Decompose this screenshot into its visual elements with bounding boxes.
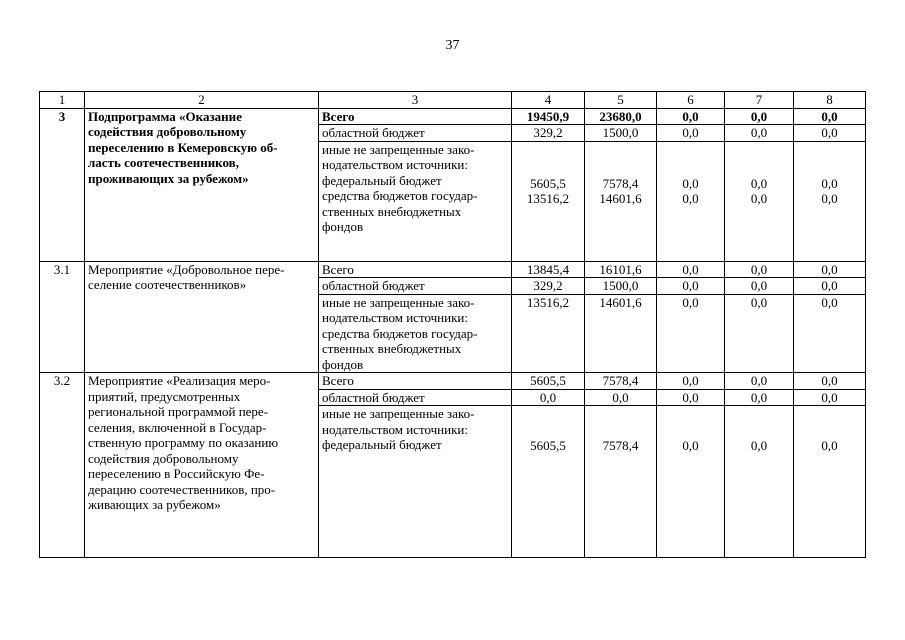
name-line: ласть соотечественников, (88, 155, 239, 170)
name-line: Мероприятие «Добровольное пере- (88, 261, 285, 277)
value-cell: 19450,9 (512, 108, 585, 125)
value-cell: 5605,5 (512, 373, 585, 390)
value-cell: 5605,5 (512, 406, 585, 558)
federal-value: 5605,5 (530, 175, 566, 191)
value-cell: 14601,6 (585, 294, 657, 373)
program-name (85, 261, 319, 373)
value-cell: 0,0 (512, 389, 585, 406)
value-cell: 0,0 (725, 373, 794, 390)
name-line: селения, включенной в Государ- (88, 419, 267, 435)
value-cell: 329,2 (512, 278, 585, 295)
source-other (319, 141, 512, 261)
source-line: средства бюджетов государ- (322, 188, 478, 203)
column-header: 1 (40, 92, 85, 109)
source-line: средства бюджетов государ- (322, 325, 478, 341)
value-cell: 329,2 (512, 125, 585, 142)
source-regional: областной бюджет (319, 125, 512, 142)
funds-value: 0,0 (682, 191, 699, 206)
name-line: Мероприятие «Реализация меро- (88, 373, 271, 388)
value-cell: 0,0 (657, 108, 725, 125)
value-cell: 0,0 (794, 261, 866, 278)
value-cell: 0,0 (725, 261, 794, 278)
value-cell: 0,0 (657, 389, 725, 406)
name-line: приятий, предусмотренных (88, 388, 241, 404)
value-cell: 23680,0 (585, 108, 657, 125)
value-cell: 0,0 (585, 389, 657, 406)
funds-value: 0,0 (821, 191, 838, 206)
source-regional: областной бюджет (319, 278, 512, 295)
value-cell: 0,0 (657, 373, 725, 390)
value-cell (585, 141, 657, 261)
name-line: переселению в Российскую Фе- (88, 466, 265, 481)
source-regional: областной бюджет (319, 389, 512, 406)
value-cell: 0,0 (725, 389, 794, 406)
value-cell: 0,0 (725, 406, 794, 558)
row-number: 3 (40, 108, 85, 261)
funds-value: 0,0 (750, 191, 768, 206)
federal-value: 0,0 (821, 175, 838, 191)
page-number: 37 (445, 38, 460, 53)
source-line: фондов (322, 356, 364, 372)
program-name (85, 108, 319, 261)
column-header: 6 (657, 92, 725, 109)
value-cell: 13845,4 (512, 261, 585, 278)
value-cell: 0,0 (725, 125, 794, 142)
budget-table (39, 91, 866, 558)
name-line: проживающих за рубежом» (88, 170, 249, 186)
value-cell: 0,0 (794, 278, 866, 295)
value-cell: 0,0 (657, 261, 725, 278)
source-line: нодательством источники: (322, 421, 468, 437)
name-line: живающих за рубежом» (88, 497, 221, 512)
source-line: ственных внебюджетных (322, 341, 462, 356)
name-line: дерацию соотечественников, про- (88, 481, 276, 497)
table-row (40, 373, 866, 390)
name-line: региональной программой пере- (88, 404, 269, 419)
column-header-row (40, 92, 866, 109)
source-other (319, 406, 512, 558)
value-cell: 0,0 (794, 373, 866, 390)
source-total: Всего (319, 108, 512, 125)
name-line: Подпрограмма «Оказание (88, 108, 242, 124)
value-cell: 0,0 (657, 125, 725, 142)
column-header: 5 (585, 92, 657, 109)
value-cell (725, 141, 794, 261)
name-line: переселению в Кемеровскую об- (88, 139, 278, 155)
value-cell: 0,0 (725, 294, 794, 373)
federal-value: 0,0 (682, 175, 699, 191)
funds-value: 14601,6 (599, 191, 642, 206)
source-line: фондов (322, 219, 364, 234)
source-line: иные не запрещенные зако- (322, 294, 475, 310)
program-name (85, 373, 319, 558)
table-row (40, 108, 866, 125)
value-cell: 1500,0 (585, 125, 657, 142)
value-cell: 0,0 (794, 125, 866, 142)
source-other (319, 294, 512, 373)
name-line: ственную программу по оказанию (88, 435, 279, 450)
funds-value: 13516,2 (526, 191, 570, 206)
column-header: 7 (725, 92, 794, 109)
value-cell: 0,0 (657, 294, 725, 373)
source-line: иные не запрещенные зако- (322, 406, 475, 421)
value-cell: 0,0 (725, 108, 794, 125)
row-number: 3.2 (40, 373, 85, 558)
value-cell: 0,0 (725, 278, 794, 295)
value-cell: 16101,6 (585, 261, 657, 278)
source-line: нодательством источники: (322, 310, 468, 325)
federal-value: 0,0 (750, 175, 768, 191)
value-cell: 1500,0 (585, 278, 657, 295)
value-cell (512, 141, 585, 261)
source-total: Всего (319, 261, 512, 278)
name-line: содействия добровольному (88, 124, 247, 139)
column-header: 4 (512, 92, 585, 109)
column-header: 3 (319, 92, 512, 109)
value-cell: 0,0 (794, 108, 866, 125)
source-line: ственных внебюджетных (322, 203, 462, 219)
source-line: нодательством источники: (322, 157, 468, 172)
value-cell: 0,0 (794, 294, 866, 373)
value-cell: 7578,4 (585, 406, 657, 558)
column-header: 2 (85, 92, 319, 109)
value-cell (794, 141, 866, 261)
value-cell: 0,0 (794, 406, 866, 558)
value-cell (657, 141, 725, 261)
value-cell: 0,0 (794, 389, 866, 406)
name-line: содействия добровольному (88, 450, 239, 466)
source-line: федеральный бюджет (322, 172, 442, 188)
value-cell: 13516,2 (512, 294, 585, 373)
row-number: 3.1 (40, 261, 85, 373)
source-line: федеральный бюджет (322, 437, 442, 452)
table-row (40, 261, 866, 278)
source-line: иные не запрещенные зако- (322, 141, 475, 157)
value-cell: 7578,4 (585, 373, 657, 390)
federal-value: 7578,4 (602, 175, 639, 191)
column-header: 8 (794, 92, 866, 109)
value-cell: 0,0 (657, 278, 725, 295)
name-line: селение соотечественников» (88, 277, 247, 292)
value-cell: 0,0 (657, 406, 725, 558)
source-total: Всего (319, 373, 512, 390)
